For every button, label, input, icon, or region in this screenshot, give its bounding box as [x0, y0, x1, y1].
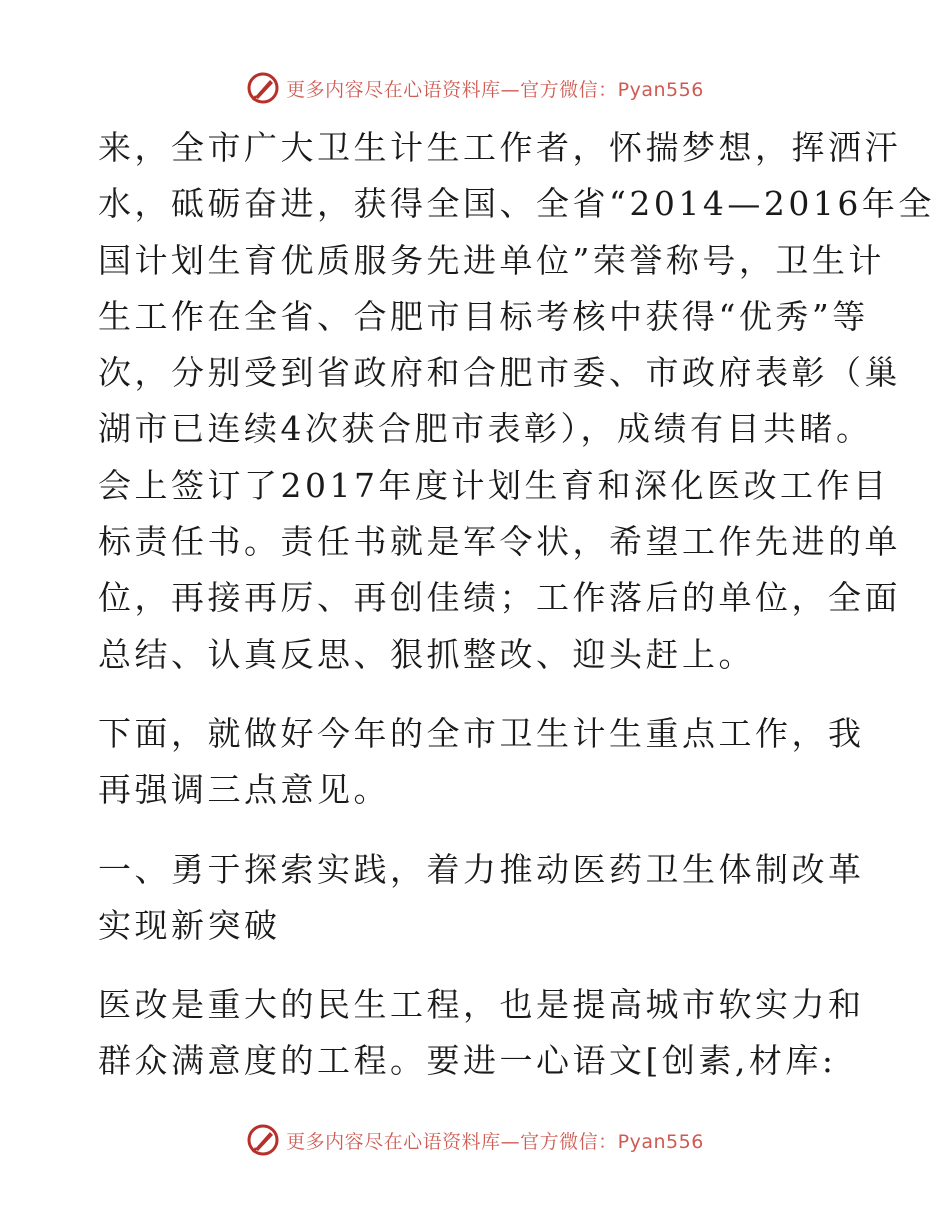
- text-line: 一、勇于探索实践，着力推动医药卫生体制改革: [98, 849, 865, 889]
- footer-banner-text: 更多内容尽在心语资料库—官方微信：Pyan556: [286, 1130, 704, 1153]
- header-banner-text: 更多内容尽在心语资料库—官方微信：Pyan556: [286, 78, 704, 101]
- text-line: 湖市已连续4次获合肥市表彰），成绩有目共睹。: [98, 409, 873, 449]
- text-line: 医改是重大的民生工程，也是提高城市软实力和: [98, 985, 865, 1025]
- text-line: 群众满意度的工程。要进一心语文[创素,材库:: [98, 1041, 837, 1081]
- document-body: [98, 120, 935, 1090]
- text-line: 下面，就做好今年的全市卫生计生重点工作，我: [98, 713, 865, 753]
- header-banner: [0, 68, 950, 108]
- paragraph-1: [98, 120, 935, 683]
- text-line: 实现新突破: [98, 905, 281, 945]
- text-line: 位，再接再厉、再创佳绩；工作落后的单位，全面: [98, 578, 901, 618]
- section-heading: [98, 842, 868, 955]
- text-line: 再强调三点意见。: [98, 770, 390, 810]
- text-line: 次，分别受到省政府和合肥市委、市政府表彰（巢: [98, 353, 901, 393]
- paragraph-3: [98, 977, 868, 1090]
- paragraph-2: [98, 706, 868, 819]
- text-line: 会上签订了2017年度计划生育和深化医改工作目: [98, 465, 890, 505]
- text-line: 来，全市广大卫生计生工作者，怀揣梦想，挥洒汗: [98, 128, 901, 167]
- footer-banner: [0, 1120, 950, 1160]
- text-line: 水，砥砺奋进，获得全国、全省“2014—2016年全: [98, 184, 935, 224]
- text-line: 标责任书。责任书就是军令状，希望工作先进的单: [98, 522, 901, 562]
- text-line: 生工作在全省、合肥市目标考核中获得“优秀”等: [98, 296, 869, 336]
- text-line: 国计划生育优质服务先进单位”荣誉称号，卫生计: [98, 240, 885, 280]
- quill-logo-icon: [246, 71, 280, 105]
- text-line: 总结、认真反思、狠抓整改、迎头赶上。: [98, 634, 755, 674]
- quill-logo-icon: [246, 1123, 280, 1157]
